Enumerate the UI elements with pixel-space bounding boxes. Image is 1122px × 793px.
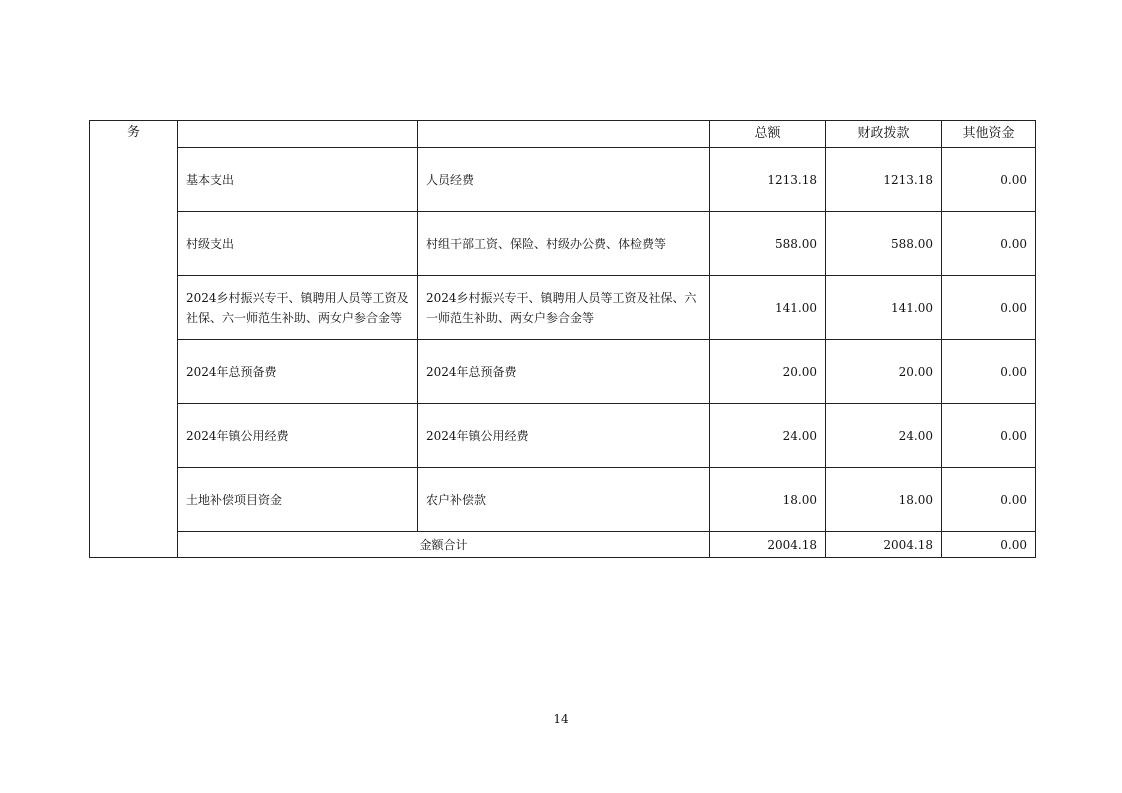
row-fiscal: 18.00	[826, 468, 942, 532]
row-item: 2024年镇公用经费	[178, 404, 418, 468]
row-fiscal: 588.00	[826, 212, 942, 276]
table-row	[90, 148, 1036, 212]
row-total: 588.00	[710, 212, 826, 276]
row-fiscal: 141.00	[826, 276, 942, 340]
table-row	[90, 468, 1036, 532]
table-row	[90, 404, 1036, 468]
row-total: 24.00	[710, 404, 826, 468]
total-other: 0.00	[942, 532, 1036, 558]
row-fiscal: 20.00	[826, 340, 942, 404]
row-desc: 农户补偿款	[418, 468, 710, 532]
row-other: 0.00	[942, 404, 1036, 468]
table-row	[90, 276, 1036, 340]
header-fiscal: 财政拨款	[826, 121, 942, 148]
header-blank-item	[178, 121, 418, 148]
total-amount: 2004.18	[710, 532, 826, 558]
row-other: 0.00	[942, 276, 1036, 340]
side-label-cell: 务	[90, 121, 178, 558]
header-total: 总额	[710, 121, 826, 148]
row-item: 2024乡村振兴专干、镇聘用人员等工资及社保、六一师范生补助、两女户参合金等	[178, 276, 418, 340]
row-desc: 2024年镇公用经费	[418, 404, 710, 468]
budget-table	[89, 120, 1036, 558]
row-desc: 人员经费	[418, 148, 710, 212]
row-item: 村级支出	[178, 212, 418, 276]
row-item: 基本支出	[178, 148, 418, 212]
total-row	[90, 532, 1036, 558]
row-total: 20.00	[710, 340, 826, 404]
header-row	[90, 121, 1036, 148]
row-desc: 2024乡村振兴专干、镇聘用人员等工资及社保、六一师范生补助、两女户参合金等	[418, 276, 710, 340]
row-desc: 村组干部工资、保险、村级办公费、体检费等	[418, 212, 710, 276]
row-total: 141.00	[710, 276, 826, 340]
page-number: 14	[553, 712, 569, 726]
row-desc: 2024年总预备费	[418, 340, 710, 404]
header-other: 其他资金	[942, 121, 1036, 148]
row-fiscal: 1213.18	[826, 148, 942, 212]
header-blank-desc	[418, 121, 710, 148]
table-row	[90, 212, 1036, 276]
total-label: 金额合计	[178, 532, 710, 558]
row-other: 0.00	[942, 148, 1036, 212]
row-total: 18.00	[710, 468, 826, 532]
total-fiscal: 2004.18	[826, 532, 942, 558]
row-item: 土地补偿项目资金	[178, 468, 418, 532]
row-total: 1213.18	[710, 148, 826, 212]
row-other: 0.00	[942, 468, 1036, 532]
row-item: 2024年总预备费	[178, 340, 418, 404]
row-other: 0.00	[942, 340, 1036, 404]
row-fiscal: 24.00	[826, 404, 942, 468]
table-row	[90, 340, 1036, 404]
row-other: 0.00	[942, 212, 1036, 276]
